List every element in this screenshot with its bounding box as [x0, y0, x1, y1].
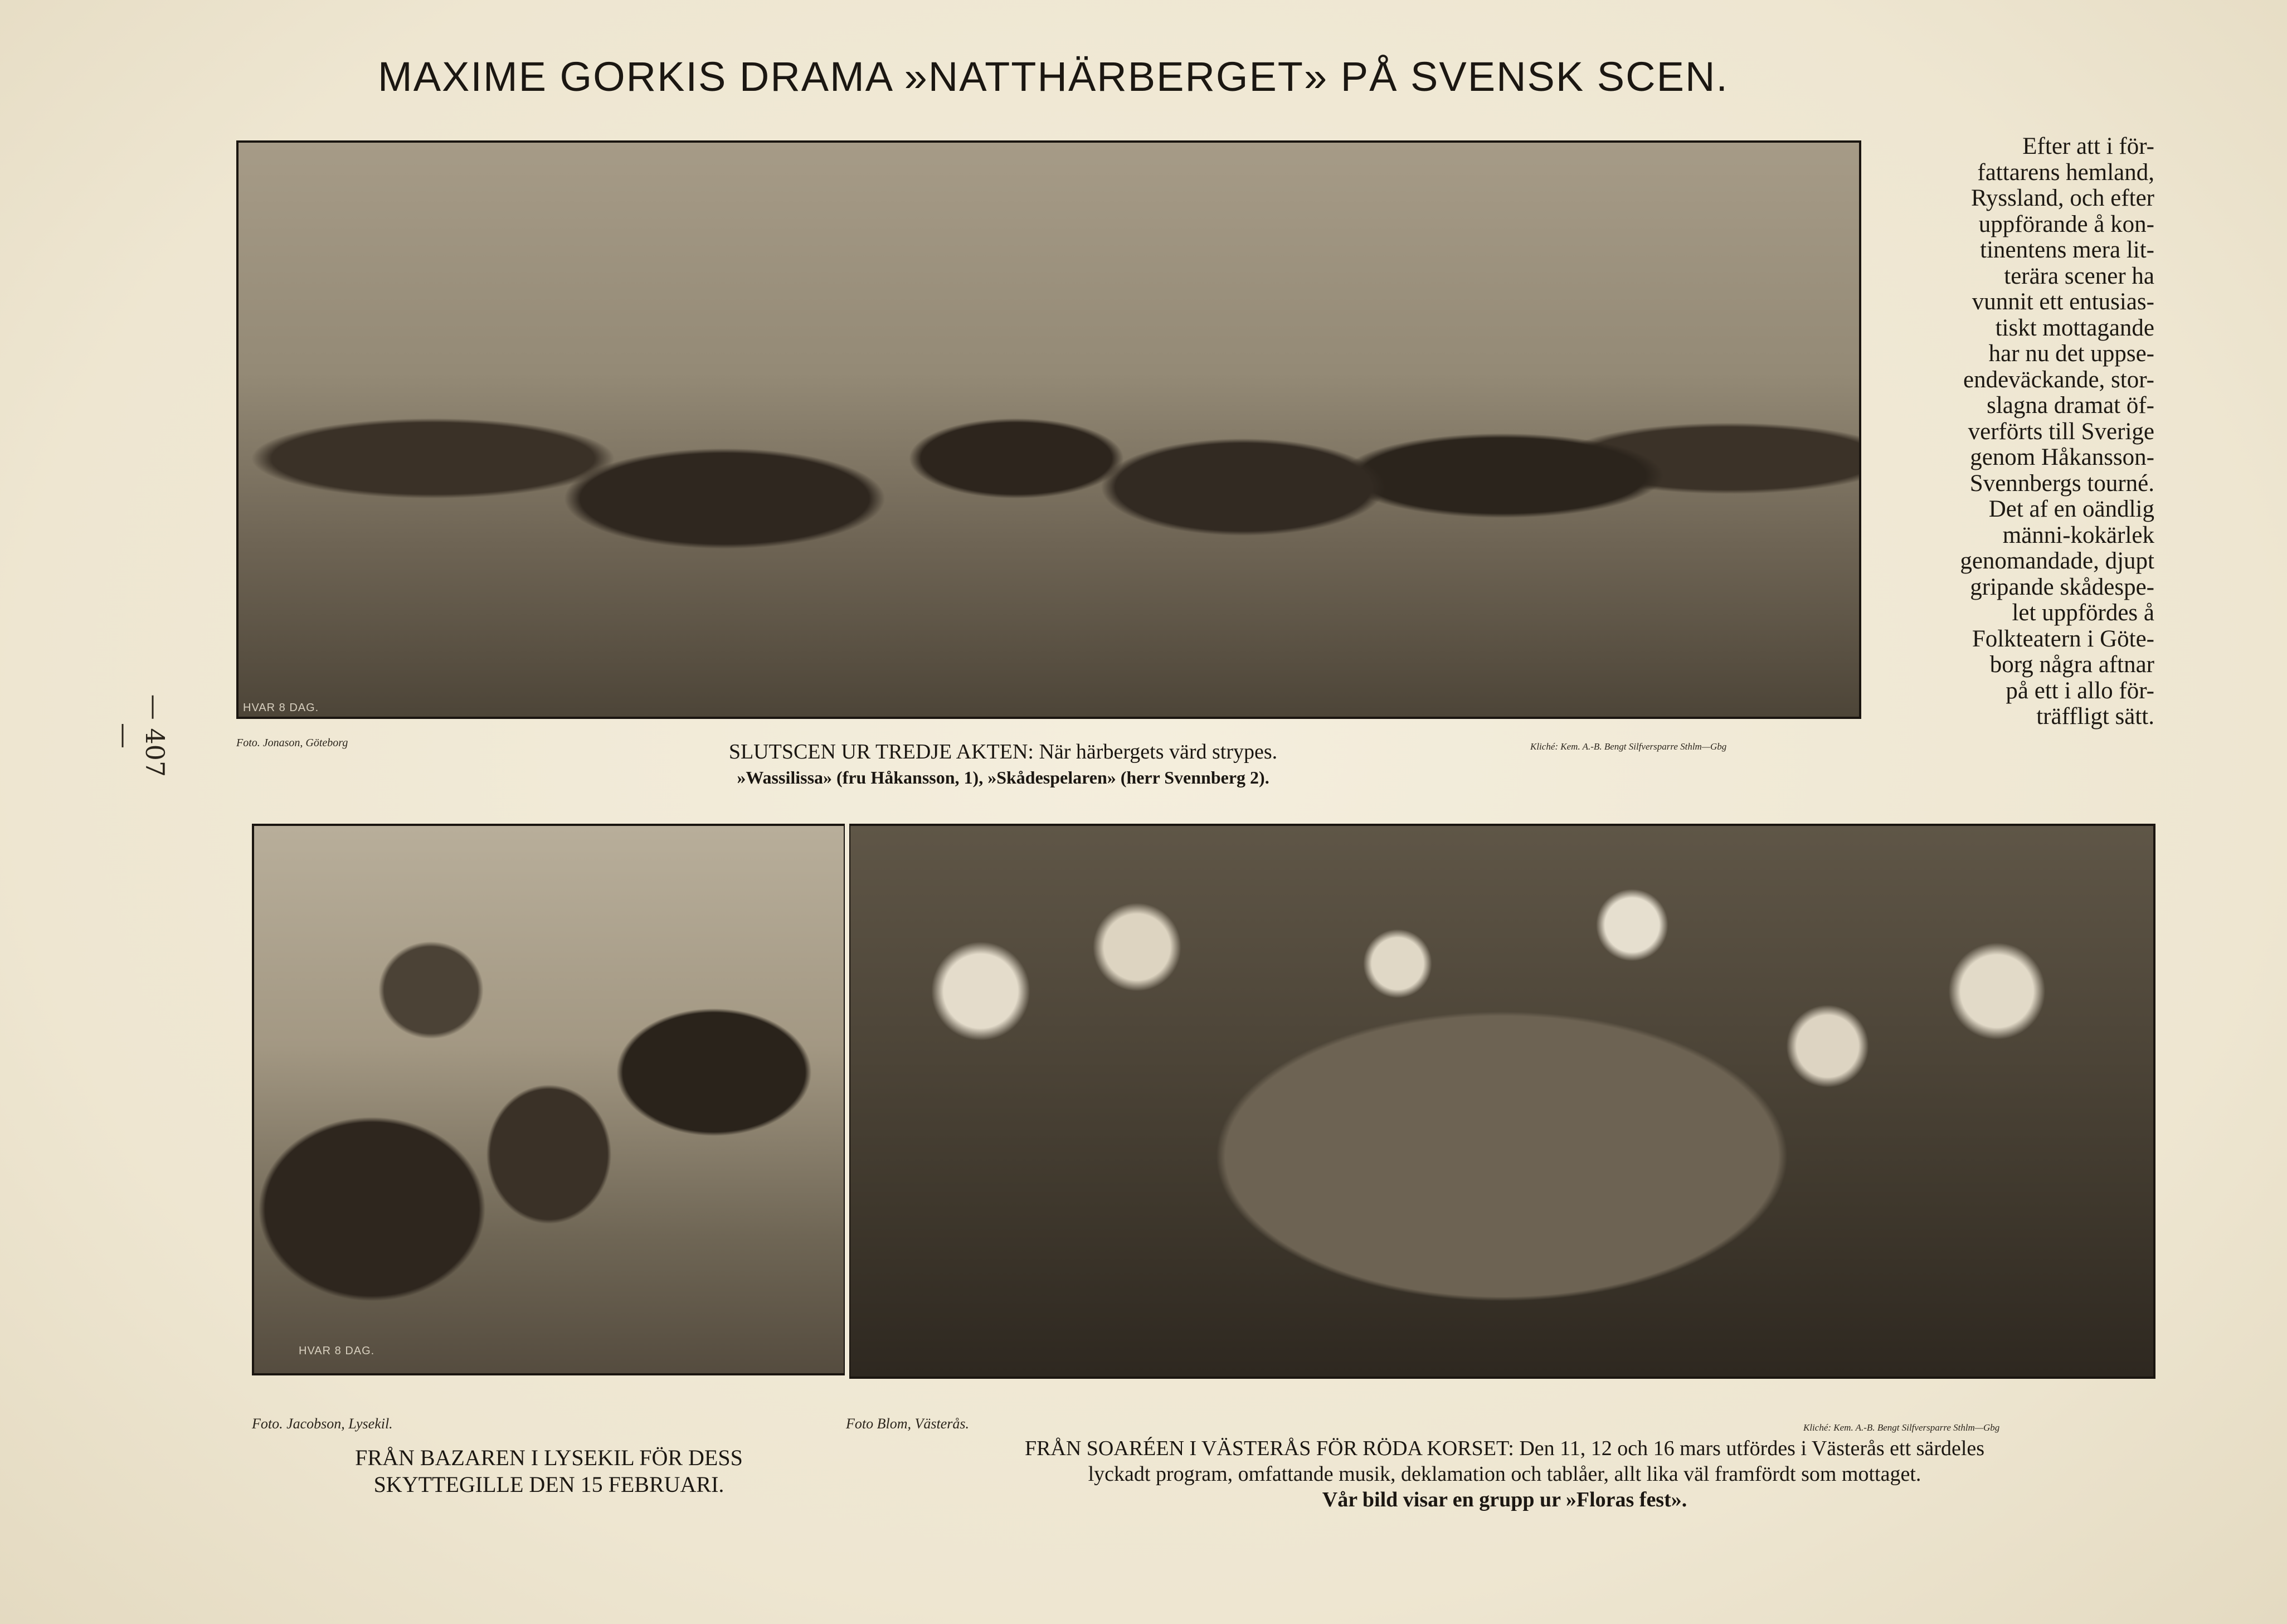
- sidebar-line: tinentens mera lit-: [1980, 237, 2154, 263]
- caption-top-line1: SLUTSCEN UR TREDJE AKTEN: När härbergets värd strypes.: [728, 740, 1278, 764]
- caption-bottom-right: [802, 1436, 2207, 1513]
- photo-credit-bottom-left: Foto. Jacobson, Lysekil.: [252, 1416, 393, 1432]
- sidebar-line: Svennbergs tourné.: [1969, 470, 2154, 497]
- photo-floras-fest: [848, 824, 2155, 1379]
- photo-watermark: HVAR 8 DAG.: [299, 1345, 375, 1357]
- sidebar-line: fattarens hemland,: [1977, 159, 2154, 186]
- sidebar-line: let uppfördes å: [2012, 600, 2154, 626]
- sidebar-line: Det af en oändlig: [1988, 496, 2154, 522]
- photo-credit-top-left: Foto. Jonason, Göteborg: [236, 737, 348, 749]
- sidebar-line: genomandade, djupt: [1960, 548, 2154, 574]
- sidebar-line: tiskt mottagande: [1995, 314, 2154, 341]
- caption-top: [557, 739, 1449, 790]
- sidebar-line: Folkteatern i Göte-: [1972, 625, 2154, 652]
- page-number: — 407 —: [110, 694, 170, 777]
- photo-bazaar-group: [252, 824, 846, 1375]
- article-sidebar: [1892, 134, 2154, 730]
- caption-top-line2: »Wassilissa» (fru Håkansson, 1), »Skådespelaren» (herr Svennberg 2).: [737, 767, 1269, 787]
- caption-bottom-right-line3: Vår bild visar en grupp ur »Floras fest».: [1322, 1488, 1687, 1511]
- sidebar-line: endeväckande, stor-: [1963, 366, 2154, 393]
- caption-bottom-left-line1: FRÅN BAZAREN I LYSEKIL FÖR DESS: [355, 1445, 743, 1470]
- photo-divider: [845, 824, 849, 1379]
- photo-credit-bottom-right: Kliché: Kem. A.-B. Bengt Silfversparre Sthlm—Gbg: [1803, 1422, 2000, 1433]
- sidebar-line: genom Håkansson-: [1970, 444, 2154, 470]
- sidebar-line: uppförande å kon-: [1978, 211, 2154, 237]
- sidebar-line: slagna dramat öf-: [1987, 392, 2154, 419]
- sidebar-line: terära scener ha: [2004, 262, 2154, 289]
- caption-bottom-left-line2: SKYTTEGILLE DEN 15 FEBRUARI.: [373, 1472, 724, 1497]
- page-title: MAXIME GORKIS DRAMA »NATTHÄRBERGET» PÅ SVENSK SCEN.: [378, 54, 1729, 100]
- sidebar-line: männi-kokärlek: [2002, 522, 2154, 548]
- caption-bottom-right-line1: FRÅN SOARÉEN I VÄSTERÅS FÖR RÖDA KORSET: Den 11, 12 och 16 mars utfördes i Västerås ett särdeles: [1024, 1437, 1985, 1460]
- sidebar-line: borg några aftnar: [1989, 651, 2154, 678]
- sidebar-line: verförts till Sverige: [1968, 418, 2154, 445]
- sidebar-line: har nu det uppse-: [1988, 341, 2154, 367]
- caption-bottom-left: [252, 1445, 846, 1498]
- photo-credit-bottom-middle: Foto Blom, Västerås.: [846, 1416, 969, 1432]
- sidebar-line: Ryssland, och efter: [1970, 185, 2154, 211]
- sidebar-line: på ett i allo för-: [2006, 677, 2154, 704]
- photo-credit-top-right: Kliché: Kem. A.-B. Bengt Silfversparre Sthlm—Gbg: [1530, 741, 1727, 752]
- photo-watermark: HVAR 8 DAG.: [243, 702, 319, 714]
- sidebar-line: träffligt sätt.: [2036, 703, 2154, 730]
- caption-bottom-right-line2: lyckadt program, omfattande musik, deklamation och tablåer, allt lika väl framfördt som mottaget.: [1088, 1462, 1921, 1486]
- sidebar-line: gripande skådespe-: [1970, 573, 2154, 600]
- sidebar-line: vunnit ett entusias-: [1972, 289, 2154, 315]
- photo-theatre-scene: [236, 140, 1861, 719]
- sidebar-line: Efter att i för-: [2022, 133, 2154, 159]
